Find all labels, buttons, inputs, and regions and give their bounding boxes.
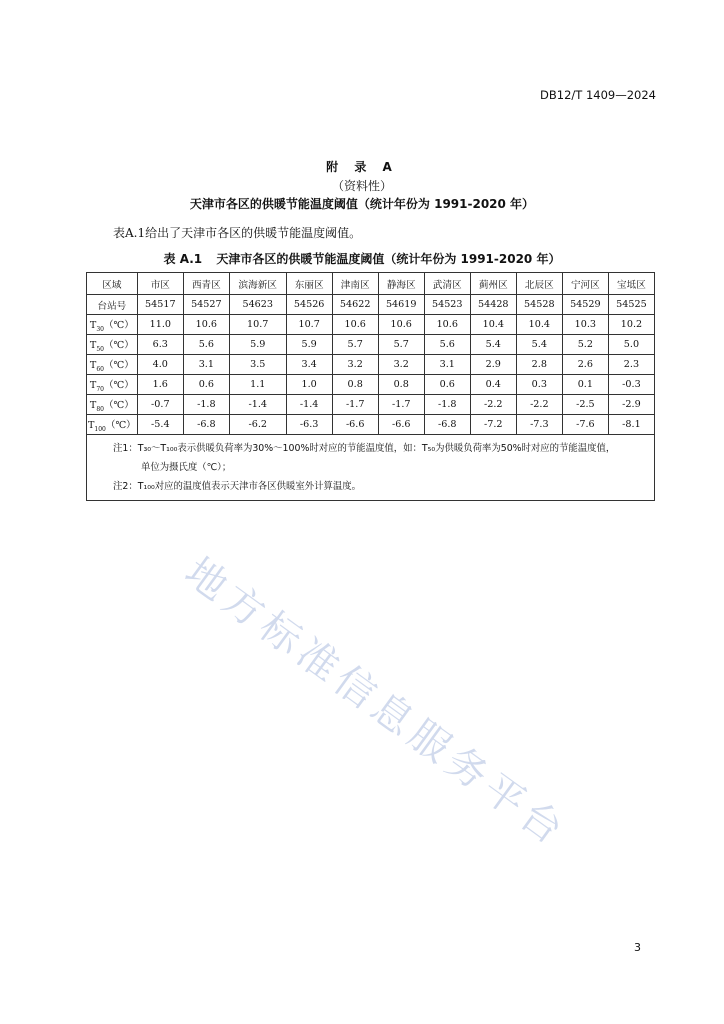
station-cell: 54525 — [608, 295, 654, 315]
header-cell-district: 蓟州区 — [470, 273, 516, 295]
station-cell: 54428 — [470, 295, 516, 315]
value-cell: 10.2 — [608, 315, 654, 335]
value-cell: 5.6 — [424, 335, 470, 355]
header-cell-district: 西青区 — [183, 273, 229, 295]
value-cell: -6.8 — [424, 415, 470, 435]
value-cell: 5.9 — [229, 335, 286, 355]
value-cell: 10.3 — [562, 315, 608, 335]
value-cell: -1.7 — [378, 395, 424, 415]
unit: （℃） — [103, 359, 134, 371]
value-cell: 10.6 — [424, 315, 470, 335]
unit: （℃） — [103, 399, 134, 411]
value-cell: 5.0 — [608, 335, 654, 355]
value-cell: -2.5 — [562, 395, 608, 415]
value-cell: 2.9 — [470, 355, 516, 375]
note-1-text: T₃₀～T₁₀₀表示供暖负荷率为30%～100%时对应的节能温度值，如：T₅₀为供暖负荷率为50%时对应的节能温度值， — [137, 443, 616, 454]
value-cell: 10.6 — [332, 315, 378, 335]
value-cell: 3.5 — [229, 355, 286, 375]
header-cell-district: 东丽区 — [286, 273, 332, 295]
value-cell: -1.7 — [332, 395, 378, 415]
station-cell: 54622 — [332, 295, 378, 315]
value-cell: 10.7 — [286, 315, 332, 335]
table-notes — [87, 435, 655, 501]
header-cell-district: 北辰区 — [516, 273, 562, 295]
value-cell: -2.9 — [608, 395, 654, 415]
header-cell-district: 宝坻区 — [608, 273, 654, 295]
value-cell: 3.2 — [378, 355, 424, 375]
intro-paragraph: 表A.1给出了天津市各区的供暖节能温度阈值。 — [113, 226, 362, 240]
unit: （℃） — [103, 319, 134, 331]
station-cell: 54619 — [378, 295, 424, 315]
symbol: T — [89, 359, 97, 371]
watermark: 地方标准信息服务平台 — [176, 549, 576, 857]
table-row-temperature — [87, 375, 655, 395]
value-cell: 5.9 — [286, 335, 332, 355]
table-row-temperature — [87, 355, 655, 375]
station-cell: 54527 — [183, 295, 229, 315]
header-cell-district: 滨海新区 — [229, 273, 286, 295]
value-cell: -2.2 — [470, 395, 516, 415]
value-cell: 1.6 — [137, 375, 183, 395]
value-cell: 5.4 — [516, 335, 562, 355]
value-cell: 0.8 — [332, 375, 378, 395]
station-cell: 54528 — [516, 295, 562, 315]
value-cell: 2.3 — [608, 355, 654, 375]
symbol-subscript: 80 — [96, 405, 104, 413]
value-cell: -2.2 — [516, 395, 562, 415]
row-label-temperature — [87, 375, 138, 395]
value-cell: -6.6 — [378, 415, 424, 435]
symbol-subscript: 60 — [96, 365, 104, 373]
symbol: T — [89, 379, 97, 391]
value-cell: -6.2 — [229, 415, 286, 435]
value-cell: 11.0 — [137, 315, 183, 335]
value-cell: 0.6 — [183, 375, 229, 395]
header-cell-district: 市区 — [137, 273, 183, 295]
row-label-station: 台站号 — [87, 295, 138, 315]
symbol: T — [89, 339, 97, 351]
station-cell: 54529 — [562, 295, 608, 315]
note-1-lead: 注1： — [113, 443, 138, 454]
value-cell: -1.4 — [286, 395, 332, 415]
unit: （℃） — [103, 339, 134, 351]
station-cell: 54517 — [137, 295, 183, 315]
value-cell: -8.1 — [608, 415, 654, 435]
station-cell: 54623 — [229, 295, 286, 315]
symbol: T — [89, 399, 97, 411]
value-cell: 4.0 — [137, 355, 183, 375]
station-cell: 54523 — [424, 295, 470, 315]
note-1 — [113, 439, 648, 458]
value-cell: -7.2 — [470, 415, 516, 435]
value-cell: 2.8 — [516, 355, 562, 375]
row-label-temperature — [87, 395, 138, 415]
table-row-temperature — [87, 315, 655, 335]
value-cell: -1.4 — [229, 395, 286, 415]
value-cell: 10.6 — [378, 315, 424, 335]
value-cell: 10.4 — [516, 315, 562, 335]
unit: （℃） — [103, 379, 134, 391]
table-row-temperature — [87, 335, 655, 355]
value-cell: 10.7 — [229, 315, 286, 335]
symbol: T — [88, 419, 95, 431]
value-cell: 3.1 — [183, 355, 229, 375]
header-cell-region: 区域 — [87, 273, 138, 295]
note-2-text: T₁₀₀对应的温度值表示天津市各区供暖室外计算温度。 — [137, 481, 361, 492]
symbol-subscript: 50 — [96, 345, 104, 353]
row-label-temperature — [87, 415, 138, 435]
value-cell: 5.2 — [562, 335, 608, 355]
value-cell: 5.7 — [378, 335, 424, 355]
value-cell: 3.2 — [332, 355, 378, 375]
table-caption-number: 表 A.1 — [163, 252, 203, 266]
value-cell: 5.6 — [183, 335, 229, 355]
value-cell: -7.6 — [562, 415, 608, 435]
header-cell-district: 静海区 — [378, 273, 424, 295]
annex-label: 附 录 A — [326, 160, 398, 174]
value-cell: 5.7 — [332, 335, 378, 355]
value-cell: -7.3 — [516, 415, 562, 435]
threshold-table — [86, 272, 655, 501]
value-cell: 10.4 — [470, 315, 516, 335]
value-cell: 0.4 — [470, 375, 516, 395]
note-1-continuation: 单位为摄氏度（℃）； — [141, 462, 232, 473]
unit: （℃） — [105, 419, 136, 431]
document-code: DB12/T 1409—2024 — [540, 88, 656, 102]
row-label-temperature — [87, 335, 138, 355]
table-notes-row — [87, 435, 655, 501]
page-number: 3 — [634, 941, 641, 954]
value-cell: 5.4 — [470, 335, 516, 355]
value-cell: 1.1 — [229, 375, 286, 395]
annex-nature: （资料性） — [331, 179, 392, 193]
value-cell: -6.6 — [332, 415, 378, 435]
value-cell: 0.6 — [424, 375, 470, 395]
value-cell: 3.4 — [286, 355, 332, 375]
row-label-temperature — [87, 315, 138, 335]
value-cell: -6.8 — [183, 415, 229, 435]
station-cell: 54526 — [286, 295, 332, 315]
value-cell: 10.6 — [183, 315, 229, 335]
value-cell: 0.8 — [378, 375, 424, 395]
value-cell: -5.4 — [137, 415, 183, 435]
symbol: T — [89, 319, 97, 331]
table-caption — [0, 250, 724, 267]
row-label-temperature — [87, 355, 138, 375]
note-2-lead: 注2： — [113, 481, 138, 492]
value-cell: -1.8 — [183, 395, 229, 415]
header-cell-district: 津南区 — [332, 273, 378, 295]
value-cell: 2.6 — [562, 355, 608, 375]
value-cell: -6.3 — [286, 415, 332, 435]
symbol-subscript: 100 — [94, 425, 106, 433]
symbol-subscript: 70 — [96, 385, 104, 393]
value-cell: -0.7 — [137, 395, 183, 415]
note-2 — [113, 477, 648, 496]
table-header-row — [87, 273, 655, 295]
value-cell: -1.8 — [424, 395, 470, 415]
table-row-station — [87, 295, 655, 315]
value-cell: 1.0 — [286, 375, 332, 395]
value-cell: 6.3 — [137, 335, 183, 355]
table-row-temperature — [87, 415, 655, 435]
annex-title: 天津市各区的供暖节能温度阈值（统计年份为 1991-2020 年） — [189, 197, 535, 211]
table-row-temperature — [87, 395, 655, 415]
header-cell-district: 宁河区 — [562, 273, 608, 295]
symbol-subscript: 30 — [96, 325, 104, 333]
value-cell: 0.3 — [516, 375, 562, 395]
value-cell: 3.1 — [424, 355, 470, 375]
value-cell: -0.3 — [608, 375, 654, 395]
table-caption-text: 天津市各区的供暖节能温度阈值（统计年份为 1991-2020 年） — [216, 252, 561, 266]
value-cell: 0.1 — [562, 375, 608, 395]
header-cell-district: 武清区 — [424, 273, 470, 295]
